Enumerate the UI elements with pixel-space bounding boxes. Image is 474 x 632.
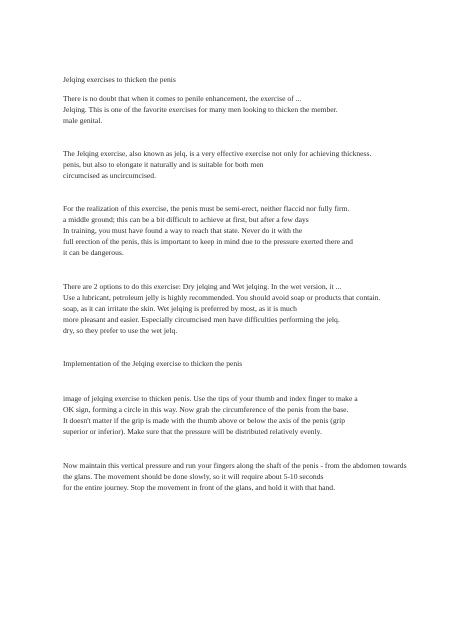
paragraph-realization [63, 203, 473, 258]
paragraph-grip [63, 393, 473, 437]
paragraph-line: it can be dangerous. [63, 248, 124, 257]
paragraph-line: OK sign, forming a circle in this way. Now grab the circumference of the penis from the base. [63, 405, 349, 414]
paragraph-line: image of jelqing exercise to thicken penis. Use the tips of your thumb and index finger to make a [63, 394, 358, 403]
paragraph-line: for the entire journey. Stop the movement in front of the glans, and hold it with that hand. [63, 483, 335, 492]
paragraph-intro [63, 93, 473, 126]
paragraph-line: For the realization of this exercise, the penis must be semi-erect, neither flaccid nor fully firm. [63, 204, 350, 213]
paragraph-jelq-description [63, 148, 473, 181]
paragraph-line: The Jelqing exercise, also known as jelq, is a very effective exercise not only for achieving thickness. [63, 149, 372, 158]
paragraph-line: superior or inferior). Make sure that the pressure will be distributed relatively evenly. [63, 427, 322, 436]
paragraph-line: Jelqing. This is one of the favorite exercises for many men looking to thicken the member. [63, 105, 338, 114]
paragraph-line: There is no doubt that when it comes to penile enhancement, the exercise of ... [63, 94, 302, 103]
paragraph-line: a middle ground; this can be a bit difficult to achieve at first, but after a few days [63, 215, 309, 224]
paragraph-line: dry, so they prefer to use the wet jelq. [63, 326, 178, 335]
paragraph-line: Now maintain this vertical pressure and run your fingers along the shaft of the penis - from the abdomen towards [63, 461, 407, 470]
paragraph-line: In training, you must have found a way to reach that state. Never do it with the [63, 226, 303, 235]
paragraph-line: soap, as it can irritate the skin. Wet jelqing is preferred by most, as it is much [63, 304, 297, 313]
paragraph-line: circumcised as uncircumcised. [63, 171, 156, 180]
paragraph-line: male genital. [63, 116, 103, 125]
paragraph-line: penis, but also to elongate it naturally and is suitable for both men [63, 160, 264, 169]
document-title [63, 74, 473, 85]
paragraph-line: It doesn't matter if the grip is made with the thumb above or below the axis of the penis (grip [63, 416, 346, 425]
paragraph-options [63, 281, 473, 336]
paragraph-line: Use a lubricant, petroleum jelly is highly recommended. You should avoid soap or products that contain. [63, 293, 381, 302]
paragraph-line: Implementation of the Jelqing exercise to thicken the penis [63, 359, 243, 368]
title-line: Jelqing exercises to thicken the penis [63, 75, 176, 84]
paragraph-line: full erection of the penis, this is important to keep in mind due to the pressure exerted there and [63, 237, 353, 246]
paragraph-line: There are 2 options to do this exercise: Dry jelqing and Wet jelqing. In the wet version, it ... [63, 282, 342, 291]
paragraph-line: more pleasant and easier. Especially circumcised men have difficulties performing the jelq. [63, 315, 340, 324]
paragraph-line: the glans. The movement should be done slowly, so it will require about 5-10 seconds [63, 472, 324, 481]
paragraph-pressure [63, 460, 473, 493]
section-heading-implementation [63, 358, 473, 369]
